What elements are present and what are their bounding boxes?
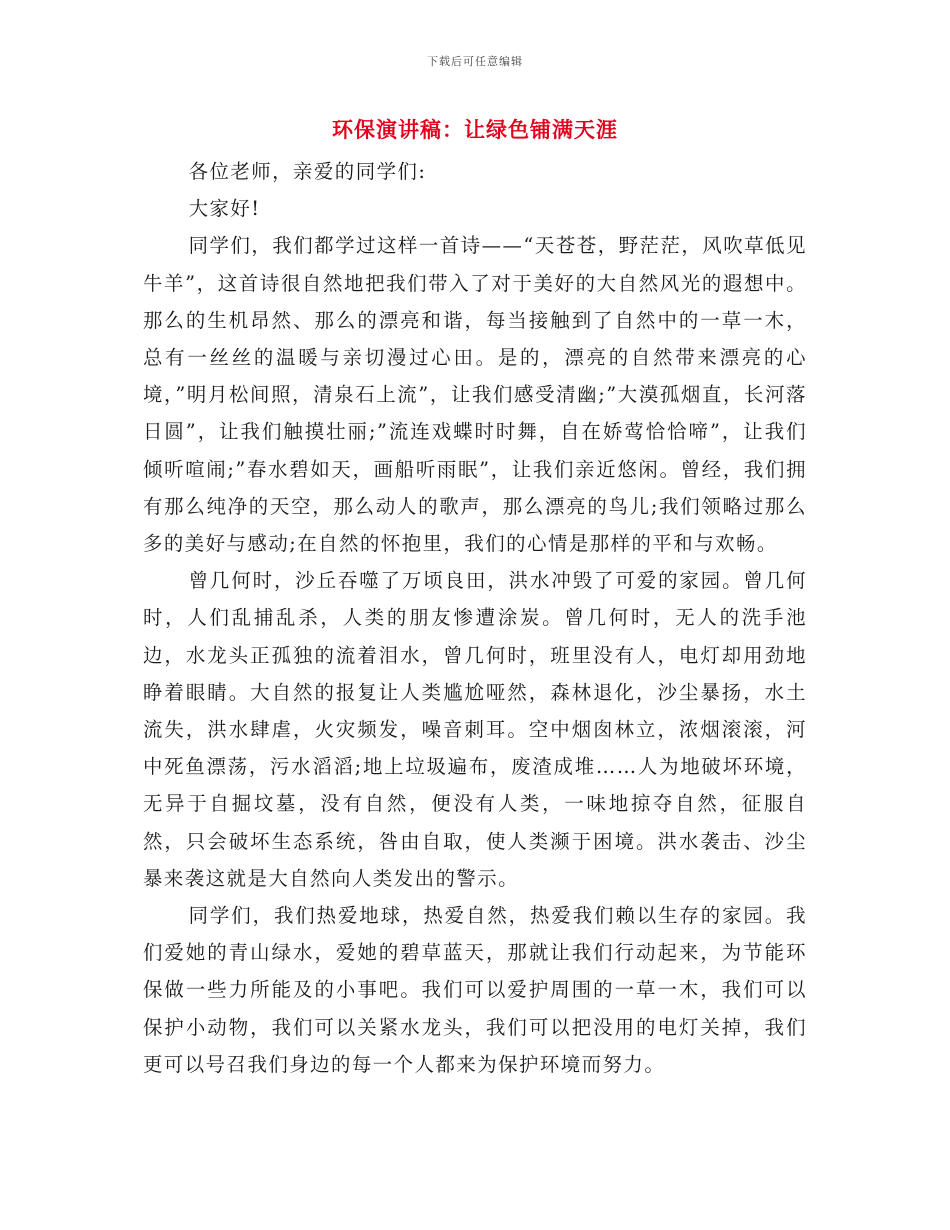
paragraph-environment-damage: 曾几何时，沙丘吞噬了万顷良田，洪水冲毁了可爱的家园。曾几何时，人们乱捕乱杀，人类的朋友惨遭涂炭。曾几何时，无人的洗手池边，水龙头正孤独的流着泪水，曾几何时，班里没有人，电灯却用劲地睁着眼睛。大自然的报复让人类尴尬哑然，森林退化，沙尘暴扬，水土流失，洪水肆虐，火灾频发，噪音刺耳。空中烟囱林立，浓烟滚滚，河中死鱼漂荡，污水滔滔;地上垃圾遍布，废渣成堆……人为地破坏环境，无异于自掘坟墓，没有自然，便没有人类，一味地掠夺自然，征服自然，只会破坏生态系统，咎由自取，使人类濒于困境。洪水袭击、沙尘暴来袭这就是大自然向人类发出的警示。 <box>143 569 807 890</box>
document-body <box>143 153 807 1083</box>
paragraph-hello: 大家好! <box>188 197 261 221</box>
header-note: 下载后可任意编辑 <box>427 55 523 68</box>
paragraph-call-to-action: 同学们，我们热爱地球，热爱自然，热爱我们赖以生存的家园。我们爱她的青山绿水，爱她的碧草蓝天，那就让我们行动起来，为节能环保做一些力所能及的小事吧。我们可以爱护周围的一草一木，我们可以保护小动物，我们可以关紧水龙头，我们可以把没用的电灯关掉，我们更可以号召我们身边的每一个人都来为保护环境而努力。 <box>143 904 807 1076</box>
paragraph-nature-beauty: 同学们，我们都学过这样一首诗——“天苍苍，野茫茫，风吹草低见牛羊”，这首诗很自然地把我们带入了对于美好的大自然风光的遐想中。那么的生机昂然、那么的漂亮和谐，每当接触到了自然中的一草一木，总有一丝丝的温暖与亲切漫过心田。是的，漂亮的自然带来漂亮的心境，”明月松间照，清泉石上流”，让我们感受清幽;”大漠孤烟直，长河落日圆”，让我们触摸壮丽;”流连戏蝶时时舞，自在娇莺恰恰啼”，让我们倾听喧闹;”春水碧如天，画船听雨眠”，让我们亲近悠闲。曾经，我们拥有那么纯净的天空，那么动人的歌声，那么漂亮的鸟儿;我们领略过那么多的美好与感动;在自然的怀抱里，我们的心情是那样的平和与欢畅。 <box>143 234 807 556</box>
paragraph-greeting: 各位老师，亲爱的同学们: <box>188 160 427 183</box>
page-title: 环保演讲稿：让绿色铺满天涯 <box>332 117 618 142</box>
